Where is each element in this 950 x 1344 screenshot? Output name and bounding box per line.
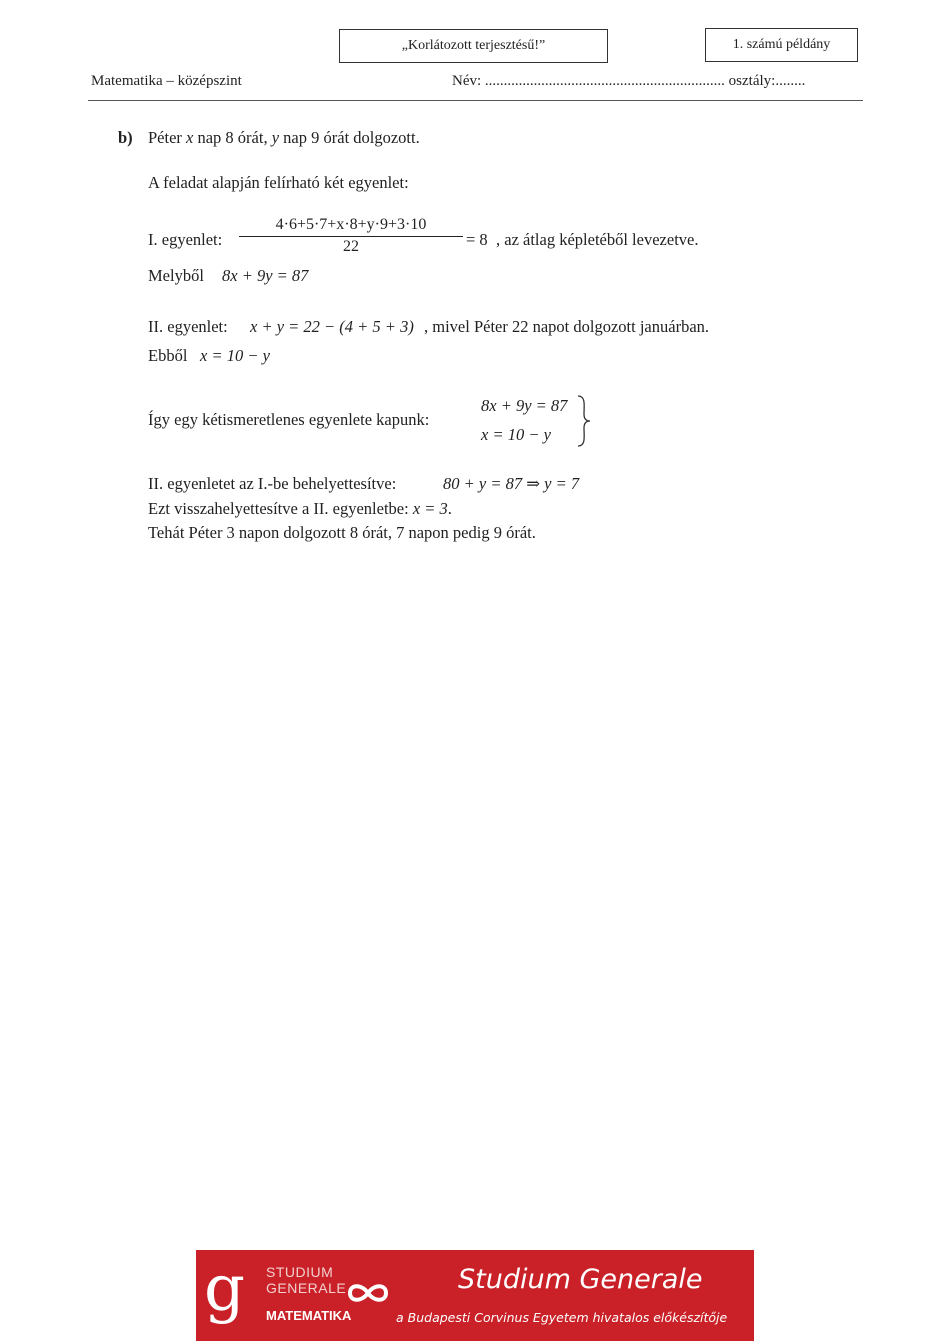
copy-number-label: 1. számú példány [732, 37, 831, 52]
system-equation-2: x = 10 − y [481, 425, 551, 444]
eq2-note: , mivel Péter 22 napot dolgozott januárban. [424, 317, 710, 336]
eq1-fraction [239, 216, 463, 256]
system-label: Így egy kétismeretlenes egyenlete kapunk: [148, 410, 430, 429]
eq2-result-label: Ebből [148, 346, 188, 365]
var-x: x [186, 128, 194, 147]
eq1-rhs: = 8 [466, 230, 488, 249]
restricted-distribution-label: „Korlátozott terjesztésű!” [401, 38, 546, 53]
eq1-note: , az átlag képletéből levezetve. [496, 230, 699, 249]
eq1-numerator: 4·6+5·7+x·8+y·9+3·10 [275, 216, 427, 233]
header-divider [88, 100, 863, 101]
fraction-bar [239, 236, 463, 237]
conclusion: Tehát Péter 3 napon dolgozott 8 órát, 7 napon pedig 9 órát. [148, 523, 536, 542]
equations-intro: A feladat alapján felírható két egyenlet: [148, 173, 409, 192]
system-equation-1: 8x + 9y = 87 [481, 396, 568, 415]
brand-line-3: MATEMATIKA [266, 1308, 352, 1323]
footer-banner [196, 1250, 754, 1341]
brand-line-2: GENERALE [266, 1280, 347, 1296]
eq1-result-label: Melyből [148, 266, 204, 285]
eq2-label: II. egyenlet: [148, 317, 228, 336]
eq2-result: x = 10 − y [200, 346, 270, 365]
infinity-icon [344, 1280, 392, 1306]
eq1-result: 8x + 9y = 87 [222, 266, 309, 285]
eq1-label: I. egyenlet: [148, 230, 223, 249]
part-label: b) [118, 128, 133, 147]
copy-number-box [705, 28, 858, 62]
substitution-equation: 80 + y = 87 ⇒ y = 7 [443, 474, 580, 493]
footer-tagline: a Budapesti Corvinus Egyetem hivatalos előkészítője [396, 1310, 728, 1325]
back-substitution-text: Ezt visszahelyettesítve a II. egyenletbe: x = 3. [148, 499, 452, 518]
subject-label: Matematika – középszint [91, 73, 242, 89]
right-brace-icon [576, 394, 592, 448]
eq1-denominator: 22 [343, 238, 359, 255]
logo-icon: g [204, 1252, 245, 1326]
intro-sentence: Péter x nap 8 órát, y nap 9 órát dolgozott. [148, 128, 420, 147]
substitution-text: II. egyenletet az I.-be behelyettesítve: [148, 474, 397, 493]
brand-line-1: STUDIUM [266, 1264, 334, 1280]
name-class-line: Név: ................................................................ osztály:........ [452, 73, 806, 89]
eq2-expression: x + y = 22 − (4 + 5 + 3) [250, 317, 414, 336]
restricted-distribution-box [339, 29, 608, 63]
var-y: y [271, 128, 280, 147]
back-substitution-equation: x = 3 [412, 499, 448, 518]
footer-title: Studium Generale [458, 1264, 703, 1295]
